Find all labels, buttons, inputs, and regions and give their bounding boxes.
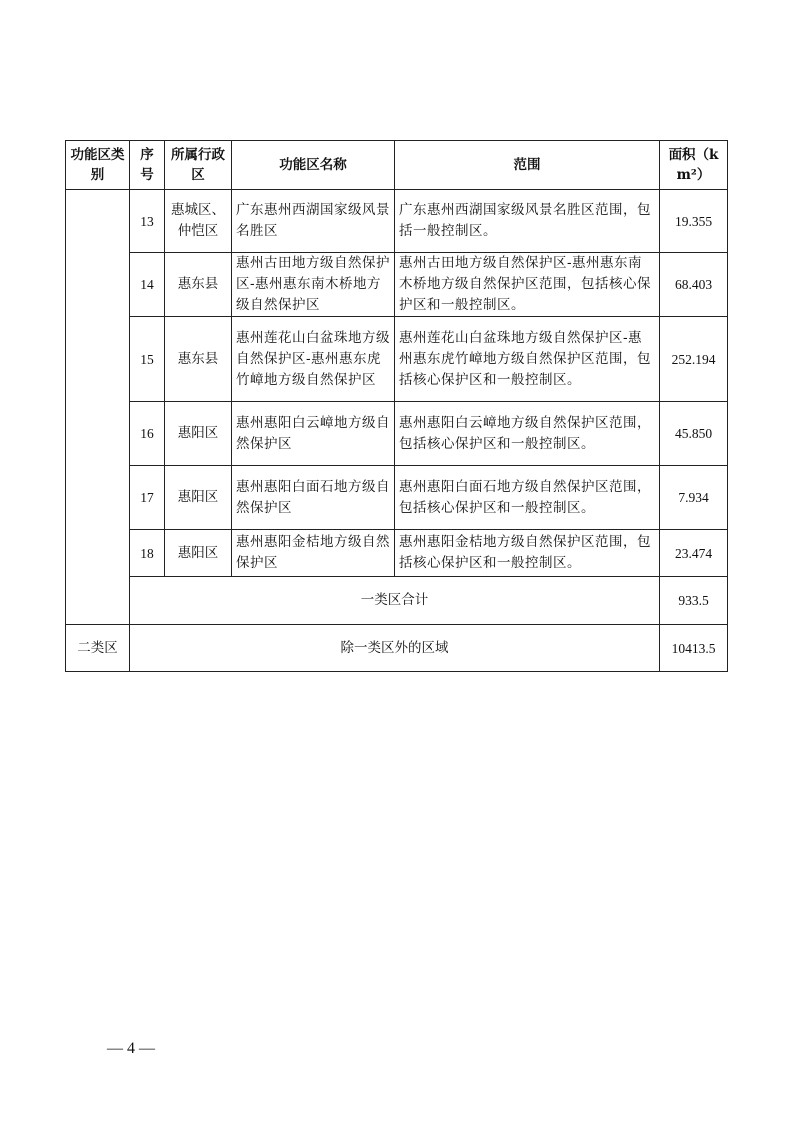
row-seq: 14 (130, 253, 165, 317)
row-name: 惠州惠阳白面石地方级自然保护区 (232, 466, 395, 530)
class2-category: 二类区 (66, 625, 130, 672)
functional-zone-table (65, 140, 728, 672)
row-scope: 惠州古田地方级自然保护区-惠州惠东南木桥地方级自然保护区范围，包括核心保护区和一般控制区。 (395, 253, 660, 317)
row-admin: 惠城区、仲恺区 (165, 190, 232, 253)
header-scope: 范围 (395, 141, 660, 190)
row-seq: 15 (130, 317, 165, 402)
row-admin: 惠阳区 (165, 402, 232, 466)
row-area: 252.194 (660, 317, 728, 402)
row-area: 45.850 (660, 402, 728, 466)
header-area: 面积（km²） (660, 141, 728, 190)
subtotal-row (66, 577, 728, 625)
table-row (66, 466, 728, 530)
row-area: 23.474 (660, 530, 728, 577)
row-scope: 惠州惠阳白面石地方级自然保护区范围，包括核心保护区和一般控制区。 (395, 466, 660, 530)
row-admin: 惠阳区 (165, 530, 232, 577)
table-row (66, 402, 728, 466)
class1-category-cell (66, 190, 130, 625)
row-scope: 广东惠州西湖国家级风景名胜区范围，包括一般控制区。 (395, 190, 660, 253)
row-name: 惠州惠阳白云嶂地方级自然保护区 (232, 402, 395, 466)
row-name: 惠州惠阳金桔地方级自然保护区 (232, 530, 395, 577)
row-seq: 13 (130, 190, 165, 253)
table-row (66, 317, 728, 402)
header-name: 功能区名称 (232, 141, 395, 190)
header-admin: 所属行政区 (165, 141, 232, 190)
row-admin: 惠阳区 (165, 466, 232, 530)
class2-description: 除一类区外的区域 (130, 625, 660, 672)
row-area: 68.403 (660, 253, 728, 317)
subtotal-label: 一类区合计 (130, 577, 660, 625)
row-area: 7.934 (660, 466, 728, 530)
header-row (66, 141, 728, 190)
table-row (66, 530, 728, 577)
page-number: — 4 — (107, 1040, 155, 1057)
row-admin: 惠东县 (165, 253, 232, 317)
header-seq: 序号 (130, 141, 165, 190)
subtotal-area: 933.5 (660, 577, 728, 625)
row-seq: 16 (130, 402, 165, 466)
class2-row (66, 625, 728, 672)
table-row (66, 190, 728, 253)
row-area: 19.355 (660, 190, 728, 253)
row-scope: 惠州莲花山白盆珠地方级自然保护区-惠州惠东虎竹嶂地方级自然保护区范围，包括核心保护区和一般控制区。 (395, 317, 660, 402)
row-name: 惠州古田地方级自然保护区-惠州惠东南木桥地方级自然保护区 (232, 253, 395, 317)
row-seq: 18 (130, 530, 165, 577)
row-name: 广东惠州西湖国家级风景名胜区 (232, 190, 395, 253)
row-scope: 惠州惠阳白云嶂地方级自然保护区范围，包括核心保护区和一般控制区。 (395, 402, 660, 466)
header-category: 功能区类别 (66, 141, 130, 190)
table-row (66, 253, 728, 317)
row-scope: 惠州惠阳金桔地方级自然保护区范围，包括核心保护区和一般控制区。 (395, 530, 660, 577)
class2-area: 10413.5 (660, 625, 728, 672)
row-name: 惠州莲花山白盆珠地方级自然保护区-惠州惠东虎竹嶂地方级自然保护区 (232, 317, 395, 402)
row-admin: 惠东县 (165, 317, 232, 402)
row-seq: 17 (130, 466, 165, 530)
